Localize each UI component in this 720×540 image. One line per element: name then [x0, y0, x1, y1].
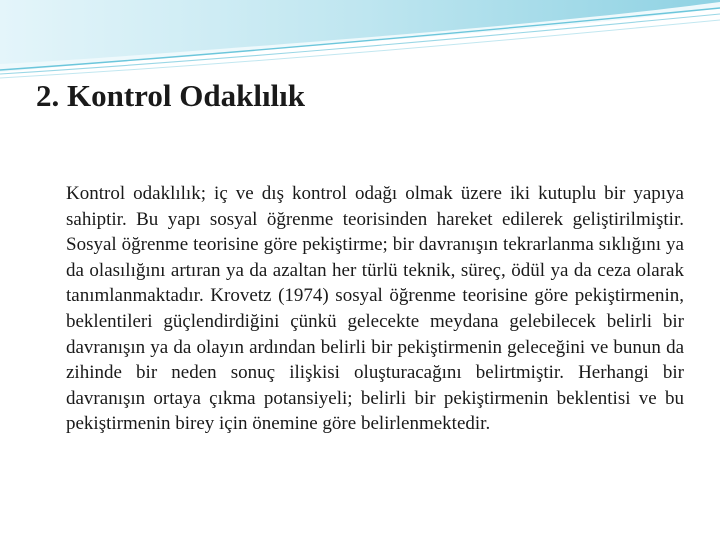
- wave-fill: [0, 0, 720, 64]
- slide-title: 2. Kontrol Odaklılık: [36, 78, 306, 113]
- body-paragraph: Kontrol odaklılık; iç ve dış kontrol odağı olmak üzere iki kutuplu bir yapıya sahiptir. Bu yapı sosyal öğrenme teorisinden hareket edilerek geliştirilmiştir. Sosyal öğrenme teorisine göre pekiştirme; bir davranışın tekrarlanma sıklığını ya da olasılığını artıran ya da azaltan her türlü teknik, süreç, ödül ya da ceza olarak tanımlanmaktadır. Krovetz (1974) sosyal öğrenme teorisine göre pekiştirmenin, beklentileri güçlendirdiğini çünkü gelecekte meydana gelebilecek belirli bir davranışın ya da olayın ardından belirli bir pekiştirmenin geleceğini ve bunun da zihinde bir neden sonuç ilişkisi oluşturacağını belirtmiştir. Herhangi bir davranışın ortaya çıkma potansiyeli; belirli bir pekiştirmenin beklentisi ve bu pekiştirmenin birey için önemine göre belirlenmektedir.: [66, 183, 684, 435]
